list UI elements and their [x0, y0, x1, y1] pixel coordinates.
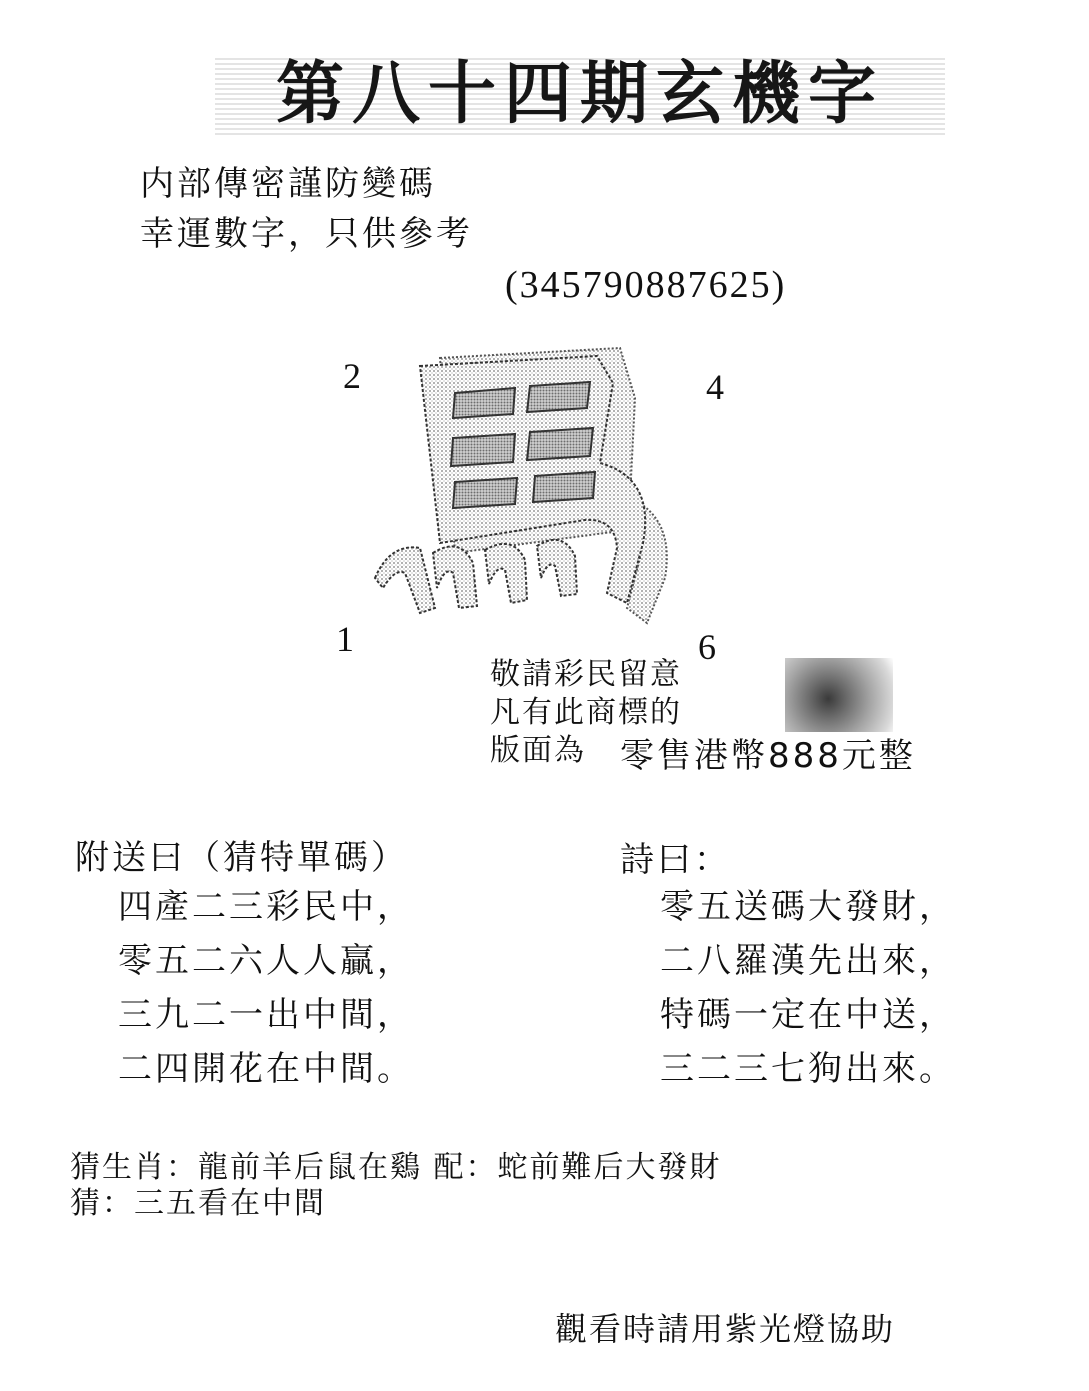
- poem-line: 零五送碼大發財，: [660, 887, 956, 927]
- gift-line: 四產二三彩民中，: [118, 887, 414, 927]
- lucky-numbers: (345790887625): [505, 264, 787, 306]
- intro-line-1: 内部傳密謹防變碼: [140, 164, 436, 204]
- poem-line: 二八羅漢先出來，: [660, 941, 956, 981]
- gift-line: 二四開花在中間。: [118, 1049, 414, 1089]
- footer-note: 觀看時請用紫光燈協助: [555, 1310, 896, 1348]
- gift-line: 零五二六人人贏，: [118, 941, 414, 981]
- horse-illustration: [365, 338, 710, 628]
- corner-number-top-right: 4: [706, 367, 724, 407]
- zodiac-line: 猜生肖：龍前羊后鼠在鷄 配：蛇前難后大發財: [70, 1150, 722, 1185]
- poem-verse: [660, 880, 956, 1096]
- gift-line: 三九二一出中間，: [118, 995, 414, 1035]
- price-text: 零售港幣888元整: [620, 736, 916, 776]
- trademark-logo: [785, 658, 893, 732]
- zodiac-guess: 猜：三五看在中間: [70, 1186, 326, 1221]
- horse-character-graphic: [365, 338, 710, 628]
- notice-line: 凡有此商標的: [490, 695, 682, 730]
- corner-number-bottom-right: 6: [698, 627, 716, 667]
- poem-heading: 詩曰：: [620, 840, 731, 880]
- corner-number-top-left: 2: [343, 356, 361, 396]
- notice-line: 版面為: [490, 733, 586, 768]
- poem-line: 三二三七狗出來。: [660, 1049, 956, 1089]
- poem-line: 特碼一定在中送，: [660, 995, 956, 1035]
- gift-heading: 附送曰（猜特單碼）: [75, 838, 408, 878]
- gift-verse: [118, 880, 414, 1096]
- notice-line: 敬請彩民留意: [490, 657, 682, 692]
- corner-number-bottom-left: 1: [336, 619, 354, 659]
- intro-line-2: 幸運數字，只供參考: [140, 214, 473, 254]
- page-title: 第八十四期玄機字: [215, 55, 945, 135]
